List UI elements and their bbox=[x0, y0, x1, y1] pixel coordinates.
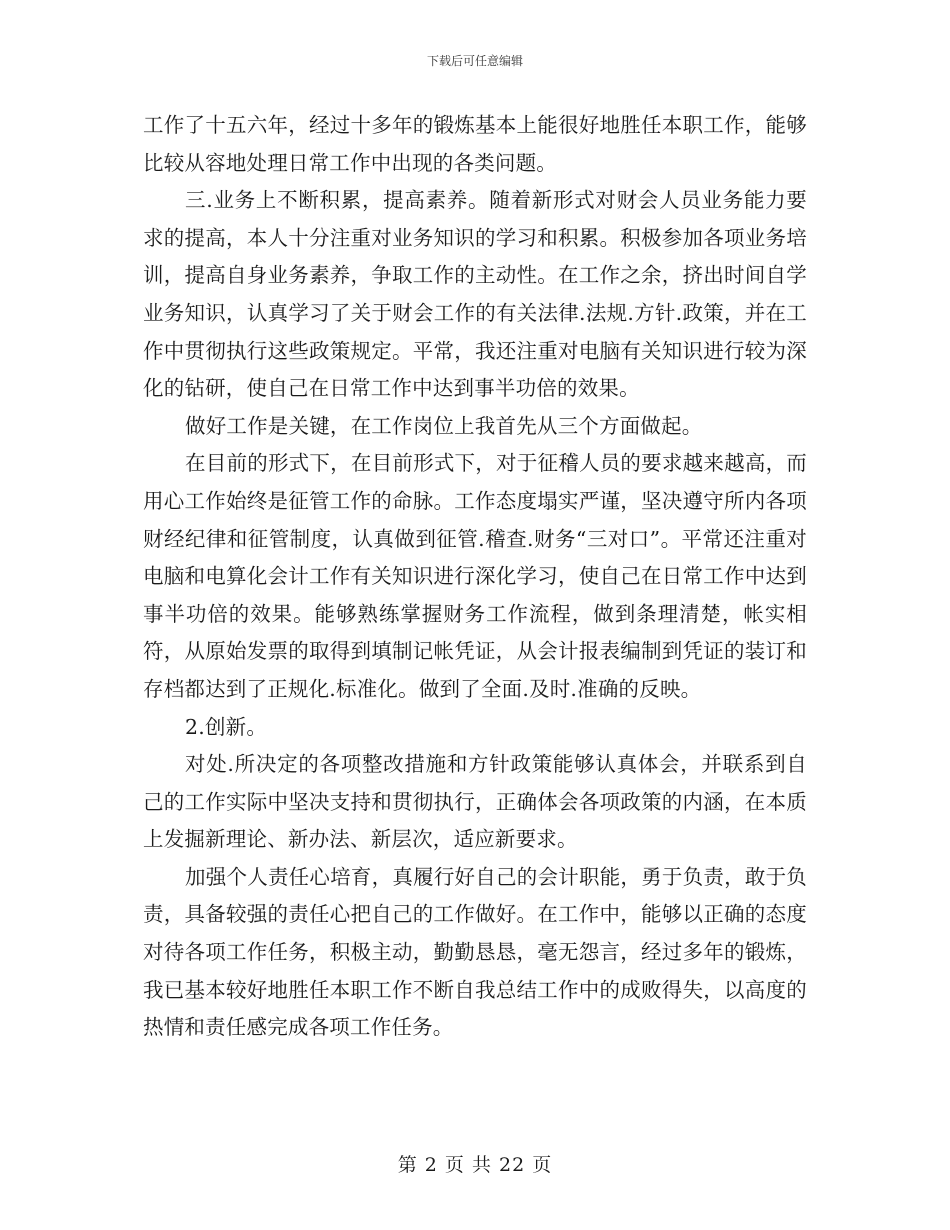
paragraph-4: 在目前的形式下，在目前形式下，对于征稽人员的要求越来越高，而用心工作始终是征管工作的命脉。工作态度塌实严谨，坚决遵守所内各项财经纪律和征管制度，认真做到征管.稽查.财务“三对口”。平常还注重对电脑和电算化会计工作有关知识进行深化学习，使自己在日常工作中达到事半功倍的效果。能够熟练掌握财务工作流程，做到条理清楚，帐实相符，从原始发票的取得到填制记帐凭证，从会计报表编制到凭证的装订和存档都达到了正规化.标准化。做到了全面.及时.准确的反映。 bbox=[143, 451, 807, 701]
paragraph-3: 做好工作是关键，在工作岗位上我首先从三个方面做起。 bbox=[185, 413, 703, 438]
paragraph-5: 2.创新。 bbox=[185, 714, 268, 739]
page-number: 第 2 页 共 22 页 bbox=[397, 1154, 553, 1176]
paragraph-2: 三.业务上不断积累，提高素养。随着新形式对财会人员业务能力要求的提高，本人十分注重对业务知识的学习和积累。积极参加各项业务培训，提高自身业务素养，争取工作的主动性。在工作之余，挤出时间自学业务知识，认真学习了关于财会工作的有关法律.法规.方针.政策，并在工作中贯彻执行这些政策规定。平常，我还注重对电脑有关知识进行较为深化的钻研，使自己在日常工作中达到事半功倍的效果。 bbox=[143, 188, 807, 401]
document-body bbox=[143, 107, 807, 1047]
page-header: 下载后可任意编辑 bbox=[426, 54, 523, 68]
paragraph-1: 工作了十五六年，经过十多年的锻炼基本上能很好地胜任本职工作，能够比较从容地处理日常工作中出现的各类问题。 bbox=[143, 113, 807, 175]
paragraph-7: 加强个人责任心培育，真履行好自己的会计职能，勇于负责，敢于负责，具备较强的责任心把自己的工作做好。在工作中，能够以正确的态度对待各项工作任务，积极主动，勤勤恳恳，毫无怨言，经过多年的锻炼，我已基本较好地胜任本职工作不断自我总结工作中的成败得失，以高度的热情和责任感完成各项工作任务。 bbox=[143, 864, 807, 1040]
paragraph-6: 对处.所决定的各项整改措施和方针政策能够认真体会，并联系到自己的工作实际中坚决支持和贯彻执行，正确体会各项政策的内涵，在本质上发掘新理论、新办法、新层次，适应新要求。 bbox=[143, 752, 807, 852]
